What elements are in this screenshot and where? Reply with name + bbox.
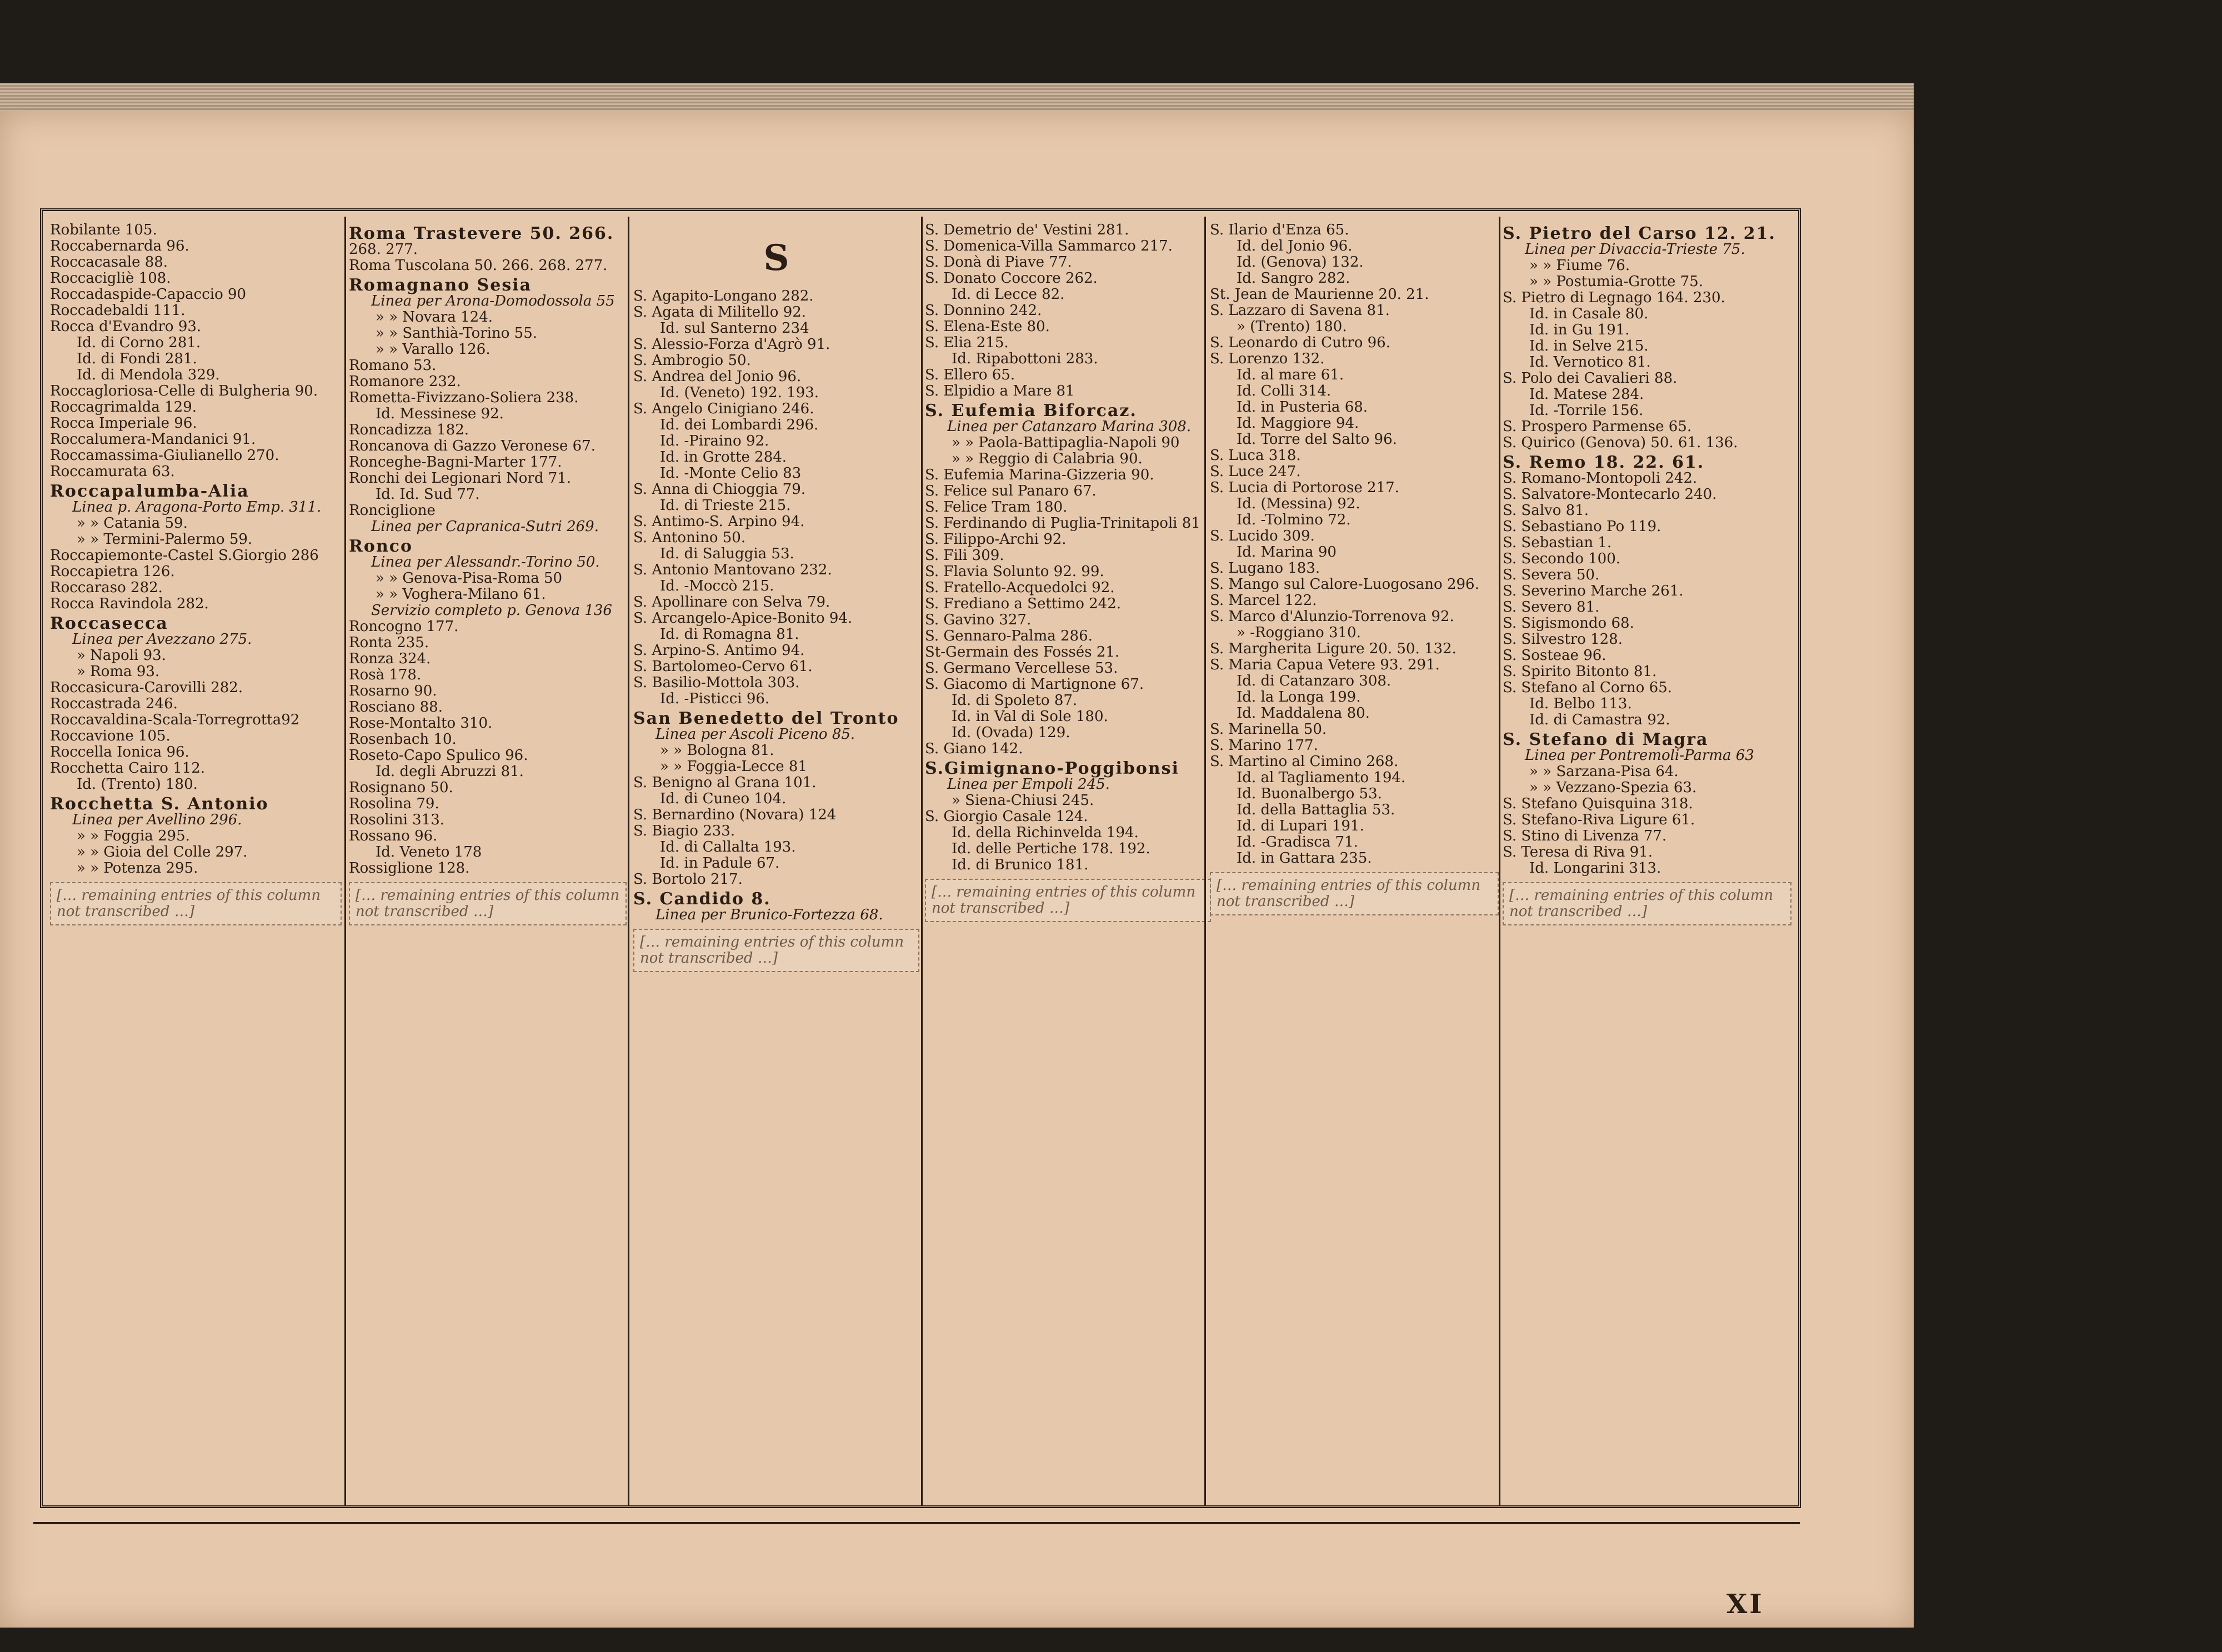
index-entry: S. Lugano 183. (1210, 560, 1320, 577)
index-heading: S. Remo 18. 22. 61. (1503, 453, 1705, 472)
index-entry: Id. di Saluggia 53. (660, 545, 794, 562)
index-entry: S (763, 237, 789, 279)
index-entry: S. Antimo-S. Arpino 94. (633, 513, 805, 530)
index-entry: S. Demetrio de' Vestini 281. (925, 222, 1129, 238)
index-entry: S. Leonardo di Cutro 96. (1210, 334, 1390, 351)
index-entry: S. Agata di Militello 92. (633, 304, 807, 321)
index-entry: Ronchi dei Legionari Nord 71. (349, 470, 572, 487)
index-entry: Linea per Catanzaro Marina 308. (947, 418, 1192, 435)
index-entry: S. Pietro di Legnago 164. 230. (1503, 289, 1725, 306)
column-divider (628, 217, 629, 1505)
index-entry: Roccapiemonte-Castel S.Giorgio 286 (50, 547, 319, 564)
index-column-4 (925, 222, 1211, 1505)
index-heading: S. Eufemia Biforcaz. (925, 401, 1137, 420)
index-entry: » » Genova-Pisa-Roma 50 (376, 570, 563, 587)
index-entry: Ronceghe-Bagni-Marter 177. (349, 454, 562, 470)
index-entry: S. Polo dei Cavalieri 88. (1503, 370, 1678, 387)
index-entry: » » Catania 59. (77, 515, 188, 532)
index-entry: Ronta 235. (349, 634, 429, 651)
index-entry: S. Luce 247. (1210, 463, 1301, 480)
index-entry: S. Luca 318. (1210, 447, 1301, 464)
index-entry: » (Trento) 180. (1237, 318, 1347, 335)
index-entry: S. Fratello-Acquedolci 92. (925, 579, 1115, 596)
index-entry: Linea per Divaccia-Trieste 75. (1525, 241, 1745, 258)
index-entry: Ronciglione (349, 502, 436, 519)
index-entry: Id. di Camastra 92. (1529, 712, 1670, 728)
index-entry: S. Sebastian 1. (1503, 534, 1612, 551)
index-entry: Robilante 105. (50, 222, 157, 238)
index-entry: Roccacigliè 108. (50, 270, 171, 287)
index-entry: » -Roggiano 310. (1237, 624, 1361, 641)
index-entry: S. Stefano-Riva Ligure 61. (1503, 812, 1695, 828)
index-entry: S. Basilio-Mottola 303. (633, 674, 800, 691)
index-entry: Roccadebaldi 111. (50, 302, 186, 319)
index-entry: Id. Veneto 178 (376, 844, 482, 860)
index-entry: Linea per Arona-Domodossola 55 (371, 293, 615, 309)
index-heading: Rocchetta S. Antonio (50, 794, 269, 814)
index-entry: Rocchetta Cairo 112. (50, 760, 206, 777)
index-entry: » » Postumia-Grotte 75. (1529, 273, 1703, 290)
index-heading: Roccapalumba-Alia (50, 482, 249, 501)
index-entry: Id. in Selve 215. (1529, 338, 1649, 354)
index-entry: Id. -Gradisca 71. (1237, 834, 1358, 850)
index-entry: Linea per Ascoli Piceno 85. (655, 726, 855, 743)
omitted-entries-note: [… remaining entries of this column not transcribed …] (1503, 882, 1791, 925)
index-entry: S. Donato Coccore 262. (925, 270, 1098, 287)
index-entry: S. Giacomo di Martignone 67. (925, 676, 1144, 693)
index-entry: Id. Longarini 313. (1529, 860, 1662, 877)
index-entry: Id. -Monte Celio 83 (660, 465, 802, 482)
index-entry: Id. Marina 90 (1237, 544, 1337, 560)
index-entry: S. Marino 177. (1210, 737, 1318, 754)
index-entry: Roseto-Capo Spulico 96. (349, 747, 528, 764)
index-entry: Rocca Imperiale 96. (50, 415, 197, 432)
index-entry: Id. -Torrile 156. (1529, 402, 1644, 419)
index-entry: Id. -Tolmino 72. (1237, 512, 1351, 528)
index-entry: Id. del Jonio 96. (1237, 238, 1353, 254)
index-entry: Roncadizza 182. (349, 422, 469, 438)
index-entry: Id. in Val di Sole 180. (952, 708, 1108, 725)
index-entry: S. Angelo Cinigiano 246. (633, 401, 814, 417)
index-entry: Id. -Pisticci 96. (660, 690, 770, 707)
index-entry: » » Foggia 295. (77, 828, 190, 844)
bottom-rule (33, 1522, 1800, 1524)
index-entry: S. Elpidio a Mare 81 (925, 383, 1075, 399)
column-divider (1204, 217, 1206, 1505)
index-entry: Roccalumera-Mandanici 91. (50, 431, 256, 448)
index-entry: Id. di Brunico 181. (952, 857, 1089, 873)
index-entry: S. Marcel 122. (1210, 592, 1317, 609)
index-entry: S. Severino Marche 261. (1503, 583, 1684, 599)
index-entry: » » Novara 124. (376, 309, 493, 326)
index-entry: S. Sosteae 96. (1503, 647, 1607, 664)
index-entry: Id. -Moccò 215. (660, 578, 774, 594)
index-entry: S. Donnino 242. (925, 302, 1042, 319)
index-entry: » » Voghera-Milano 61. (376, 586, 546, 603)
index-entry: S. Ambrogio 50. (633, 352, 751, 369)
index-entry: Id. di Cuneo 104. (660, 790, 787, 807)
index-entry: S. Benigno al Grana 101. (633, 774, 817, 791)
index-entry: S. Severa 50. (1503, 567, 1600, 583)
index-entry: Id. Torre del Salto 96. (1237, 431, 1397, 448)
index-entry: S. Elia 215. (925, 334, 1009, 351)
column-divider (921, 217, 923, 1505)
index-entry: » Roma 93. (77, 663, 160, 680)
index-entry: Id. in Padule 67. (660, 855, 780, 872)
index-entry: Id. di Catanzaro 308. (1237, 673, 1392, 689)
index-entry: Id. in Gattara 235. (1237, 850, 1372, 867)
column-divider (344, 217, 346, 1505)
index-entry: Id. della Richinvelda 194. (952, 824, 1139, 841)
index-heading: San Benedetto del Tronto (633, 709, 899, 728)
index-entry: Id. Buonalbergo 53. (1237, 785, 1382, 802)
index-entry: Id. Messinese 92. (376, 406, 504, 422)
index-entry: Id. in Casale 80. (1529, 306, 1649, 322)
index-entry: Linea per Avellino 296. (72, 812, 242, 828)
index-entry: S. Ilario d'Enza 65. (1210, 222, 1349, 238)
index-entry: S. Stino di Livenza 77. (1503, 828, 1667, 844)
index-entry: » » Foggia-Lecce 81 (660, 758, 808, 775)
omitted-entries-note: [… remaining entries of this column not transcribed …] (633, 929, 919, 972)
index-entry: Id. (Genova) 132. (1237, 254, 1364, 271)
index-entry: Rosarno 90. (349, 683, 437, 699)
index-entry: Roccagloriosa-Celle di Bulgheria 90. (50, 383, 318, 399)
index-entry: Id. in Pusteria 68. (1237, 399, 1368, 415)
index-heading: Ronco (349, 537, 413, 556)
index-entry: S. Arpino-S. Antimo 94. (633, 642, 805, 659)
index-entry: » Napoli 93. (77, 647, 166, 664)
index-heading: S. Candido 8. (633, 889, 771, 909)
index-entry: Id. degli Abruzzi 81. (376, 763, 524, 780)
page-number: XI (1726, 1589, 1764, 1620)
index-entry: Roccella Ionica 96. (50, 744, 189, 760)
index-entry: Id. Belbo 113. (1529, 695, 1632, 712)
index-entry: Rocca Ravindola 282. (50, 595, 209, 612)
index-entry: Rosolina 79. (349, 795, 439, 812)
index-entry: S. Felice sul Panaro 67. (925, 483, 1097, 499)
omitted-entries-note: [… remaining entries of this column not transcribed …] (50, 882, 342, 925)
index-entry: S. Antonino 50. (633, 529, 746, 546)
index-entry: S. Anna di Chioggia 79. (633, 481, 805, 498)
index-entry: Id. di Lecce 82. (952, 286, 1065, 303)
index-entry: Id. -Piraino 92. (660, 433, 769, 449)
index-column-6 (1503, 222, 1791, 1505)
index-entry: Linea per Pontremoli-Parma 63 (1525, 747, 1754, 764)
index-entry: » » Fiume 76. (1529, 257, 1630, 274)
index-entry: Rosà 178. (349, 667, 422, 683)
index-entry: S. Andrea del Jonio 96. (633, 368, 802, 385)
index-heading: Romagnano Sesia (349, 276, 532, 295)
index-entry: St. Jean de Maurienne 20. 21. (1210, 286, 1429, 303)
index-entry: Rose-Montalto 310. (349, 715, 493, 732)
index-entry: S. Ferdinando di Puglia-Trinitapoli 81 (925, 515, 1200, 532)
index-entry: S. Giano 142. (925, 740, 1023, 757)
index-entry: Id. al mare 61. (1237, 367, 1344, 383)
index-entry: » » Varallo 126. (376, 341, 491, 358)
index-column-2 (349, 222, 627, 1505)
index-entry: S. Secondo 100. (1503, 550, 1621, 567)
index-entry: Id. (Trento) 180. (77, 776, 198, 793)
index-entry: » » Sarzana-Pisa 64. (1529, 763, 1679, 780)
index-entry: S. Stefano Quisquina 318. (1503, 795, 1693, 812)
index-entry: Id. Matese 284. (1529, 386, 1644, 403)
index-entry: S. Margherita Ligure 20. 50. 132. (1210, 640, 1457, 657)
index-entry: S. Maria Capua Vetere 93. 291. (1210, 657, 1440, 673)
index-entry: Id. Vernotico 81. (1529, 354, 1651, 371)
omitted-entries-note: [… remaining entries of this column not transcribed …] (925, 879, 1211, 922)
index-entry: » » Paola-Battipaglia-Napoli 90 (952, 434, 1180, 451)
index-entry: S. Severo 81. (1503, 599, 1600, 615)
index-entry: S. Apollinare con Selva 79. (633, 594, 830, 610)
index-entry: Id. di Lupari 191. (1237, 818, 1364, 834)
index-entry: Id. (Messina) 92. (1237, 495, 1360, 512)
index-entry: Romanore 232. (349, 373, 461, 390)
index-entry: Id. di Romagna 81. (660, 626, 799, 643)
index-heading: S. Pietro del Carso 12. 21. (1503, 224, 1776, 243)
index-entry: Rosenbach 10. (349, 731, 457, 748)
index-entry: Id. dei Lombardi 296. (660, 417, 819, 433)
index-entry: S. Mango sul Calore-Luogosano 296. (1210, 576, 1479, 593)
index-entry: Roccapietra 126. (50, 563, 175, 580)
index-column-3 (633, 222, 919, 1505)
index-entry: Id. sul Santerno 234 (660, 320, 809, 337)
index-entry: Roccasicura-Carovilli 282. (50, 679, 243, 696)
index-entry: » » Gioia del Colle 297. (77, 844, 248, 860)
index-heading: Roccasecca (50, 614, 168, 633)
index-entry: Id. di Trieste 215. (660, 497, 791, 514)
index-entry: S. Bortolo 217. (633, 871, 743, 888)
index-entry: Rometta-Fivizzano-Soliera 238. (349, 389, 579, 406)
index-entry: Id. (Ovada) 129. (952, 724, 1070, 741)
index-entry: Rossano 96. (349, 828, 438, 844)
index-entry: Linea per Alessandr.-Torino 50. (371, 554, 600, 570)
index-entry: S. Flavia Solunto 92. 99. (925, 563, 1104, 580)
index-entry: Linea per Empoli 245. (947, 776, 1110, 793)
index-entry: » » Potenza 295. (77, 860, 198, 877)
index-entry: S. Frediano a Settimo 242. (925, 595, 1122, 612)
index-entry: S. Sigismondo 68. (1503, 615, 1634, 632)
index-entry: Rosignano 50. (349, 779, 453, 796)
omitted-entries-note: [… remaining entries of this column not transcribed …] (1210, 872, 1499, 915)
index-entry: Id. in Gu 191. (1529, 322, 1630, 338)
index-entry: Servizio completo p. Genova 136 (371, 602, 612, 619)
index-entry: Rosciano 88. (349, 699, 443, 715)
index-entry: S. Salvo 81. (1503, 502, 1589, 519)
index-entry: » » Termini-Palermo 59. (77, 531, 253, 548)
index-entry: Rocca d'Evandro 93. (50, 318, 202, 335)
index-entry: Roccamassima-Giulianello 270. (50, 447, 279, 464)
index-entry: Id. Sangro 282. (1237, 270, 1350, 287)
index-entry: Id. la Longa 199. (1237, 689, 1361, 705)
index-entry: S. Prospero Parmense 65. (1503, 418, 1692, 435)
index-entry: Id. Ripabottoni 283. (952, 351, 1098, 367)
index-entry: Roncogno 177. (349, 618, 459, 635)
index-entry: Roncanova di Gazzo Veronese 67. (349, 438, 596, 454)
index-entry: Id. di Callalta 193. (660, 839, 796, 855)
index-entry: S. Domenica-Villa Sammarco 217. (925, 238, 1173, 254)
index-entry: S. Elena-Este 80. (925, 318, 1050, 335)
index-entry: Roccabernarda 96. (50, 238, 189, 254)
index-entry: Id. Maggiore 94. (1237, 415, 1359, 432)
index-entry: St-Germain des Fossés 21. (925, 644, 1120, 660)
index-entry: » » Bologna 81. (660, 742, 774, 759)
index-entry: S. Giorgio Casale 124. (925, 808, 1088, 825)
index-entry: S. Alessio-Forza d'Agrò 91. (633, 336, 830, 353)
index-heading: Roma Trastevere 50. 266. (349, 224, 614, 243)
index-entry: Linea per Brunico-Fortezza 68. (655, 907, 883, 923)
index-entry: S. Arcangelo-Apice-Bonito 94. (633, 610, 853, 627)
index-entry: » » Reggio di Calabria 90. (952, 450, 1143, 467)
index-entry: S. Silvestro 128. (1503, 631, 1623, 648)
index-entry: » » Vezzano-Spezia 63. (1529, 779, 1697, 796)
index-entry: Id. di Corno 281. (77, 334, 201, 351)
index-entry: Linea p. Aragona-Porto Emp. 311. (72, 499, 322, 515)
index-entry: Id. della Battaglia 53. (1237, 802, 1395, 818)
index-entry: Id. Colli 314. (1237, 383, 1332, 399)
index-entry: Roma Tuscolana 50. 266. 268. 277. (349, 257, 608, 274)
index-entry: » Siena-Chiusi 245. (952, 792, 1094, 809)
index-entry: S. Lucido 309. (1210, 528, 1315, 544)
index-entry: S. Biagio 233. (633, 823, 735, 839)
index-entry: S. Marinella 50. (1210, 721, 1327, 738)
index-entry: Id. in Grotte 284. (660, 449, 787, 465)
index-entry: S. Antonio Mantovano 232. (633, 562, 832, 578)
index-entry: S. Spirito Bitonto 81. (1503, 663, 1657, 680)
index-entry: S. Sebastiano Po 119. (1503, 518, 1662, 535)
index-entry: Id. (Veneto) 192. 193. (660, 384, 819, 401)
index-entry: S. Bernardino (Novara) 124 (633, 807, 837, 823)
index-entry: Roccaraso 282. (50, 579, 163, 596)
index-entry: Rosolini 313. (349, 812, 445, 828)
book-page (0, 111, 1914, 1628)
index-entry: S. Bartolomeo-Cervo 61. (633, 658, 813, 675)
index-heading: S. Stefano di Magra (1503, 730, 1709, 749)
index-entry: Roccagrimalda 129. (50, 399, 197, 415)
index-entry: S. Quirico (Genova) 50. 61. 136. (1503, 434, 1738, 451)
index-entry: Roccavaldina-Scala-Torregrotta92 (50, 712, 300, 728)
index-entry: Roccamurata 63. (50, 463, 175, 480)
index-entry: S. Donà di Piave 77. (925, 254, 1072, 271)
index-entry: S. Filippo-Archi 92. (925, 531, 1067, 548)
index-entry: S. Teresa di Riva 91. (1503, 844, 1653, 860)
index-heading: S.Gimignano-Poggibonsi (925, 759, 1179, 778)
index-entry: Rossiglione 128. (349, 860, 470, 877)
index-entry: S. Ellero 65. (925, 367, 1015, 383)
index-entry: S. Felice Tram 180. (925, 499, 1068, 515)
index-entry: Id. di Spoleto 87. (952, 692, 1078, 709)
index-entry: Roccastrada 246. (50, 695, 178, 712)
index-entry: » » Santhià-Torino 55. (376, 325, 538, 342)
index-entry: Id. al Tagliamento 194. (1237, 769, 1406, 786)
index-entry: Linea per Avezzano 275. (72, 631, 252, 648)
index-entry: S. Romano-Montopoli 242. (1503, 470, 1698, 487)
index-column-5 (1210, 222, 1499, 1505)
index-entry: S. Lorenzo 132. (1210, 351, 1325, 367)
index-entry: Roccacasale 88. (50, 254, 168, 271)
index-entry: S. Agapito-Longano 282. (633, 288, 814, 304)
column-divider (1499, 217, 1500, 1505)
index-entry: S. Martino al Cimino 268. (1210, 753, 1399, 770)
index-entry: Roccadaspide-Capaccio 90 (50, 286, 247, 303)
index-entry: Roccavione 105. (50, 728, 171, 744)
index-entry: S. Stefano al Corno 65. (1503, 679, 1672, 696)
index-entry: S. Lazzaro di Savena 81. (1210, 302, 1390, 319)
index-entry: Id. di Fondi 281. (77, 351, 197, 367)
index-entry: S. Marco d'Alunzio-Torrenova 92. (1210, 608, 1454, 625)
index-entry: S. Fili 309. (925, 547, 1004, 564)
index-entry: S. Gennaro-Palma 286. (925, 628, 1093, 644)
index-entry: Romano 53. (349, 357, 437, 374)
index-entry: S. Lucia di Portorose 217. (1210, 479, 1399, 496)
index-entry: S. Salvatore-Montecarlo 240. (1503, 486, 1717, 503)
omitted-entries-note: [… remaining entries of this column not transcribed …] (349, 882, 627, 925)
index-entry: S. Germano Vercellese 53. (925, 660, 1118, 677)
index-entry: Id. Id. Sud 77. (376, 486, 480, 503)
index-column-1 (50, 222, 342, 1505)
index-entry: Id. Maddalena 80. (1237, 705, 1370, 722)
index-entry: Id. di Mendola 329. (77, 367, 220, 383)
index-entry: S. Gavino 327. (925, 612, 1032, 628)
index-entry: Ronza 324. (349, 650, 431, 667)
index-entry: Id. delle Pertiche 178. 192. (952, 840, 1150, 857)
index-entry: Linea per Capranica-Sutri 269. (371, 518, 599, 535)
index-entry: 268. 277. (349, 241, 418, 258)
index-entry: S. Eufemia Marina-Gizzeria 90. (925, 467, 1154, 483)
